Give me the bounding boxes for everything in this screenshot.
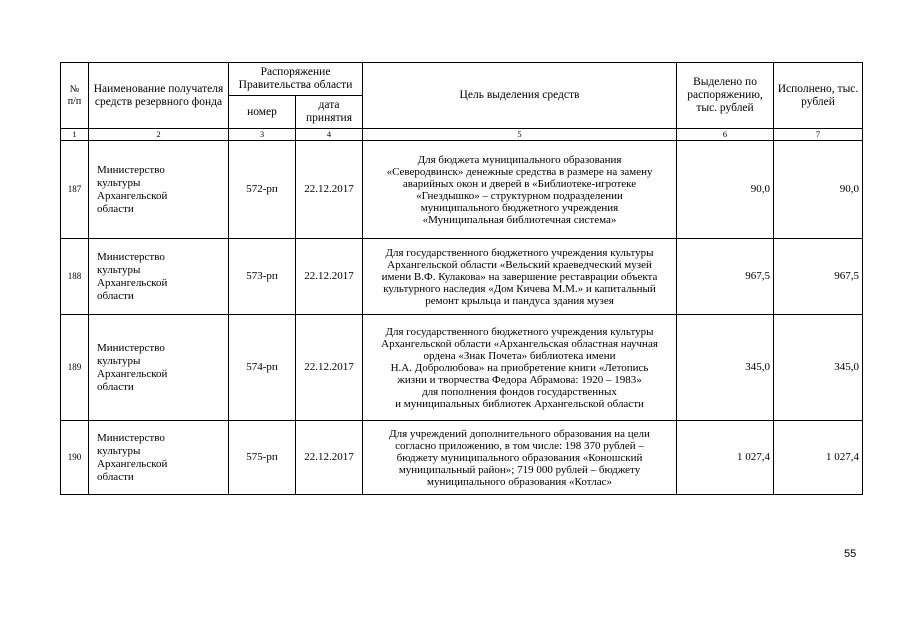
header-order-number: номер [229, 96, 296, 129]
recipient-name [89, 239, 229, 315]
recipient-name-line: Министерство [97, 431, 165, 444]
recipient-name-line: области [97, 380, 134, 393]
purpose-line: для пополнения фондов государственных [422, 385, 617, 398]
recipient-name [89, 421, 229, 495]
table-row [61, 141, 863, 239]
header-num: № п/п [61, 63, 89, 129]
purpose-line: имени В.Ф. Кулакова» на завершение реставрации объекта [381, 270, 658, 283]
purpose-line: «Муниципальная библиотечная система» [422, 213, 617, 226]
page-number: 55 [844, 548, 857, 560]
recipient-name [89, 315, 229, 421]
purpose-line: «Северодвинск» денежные средства в размере на замену [386, 165, 653, 178]
purpose-line: Архангельской области «Архангельская областная научная [381, 337, 658, 350]
recipient-name-line: области [97, 289, 134, 302]
purpose-line: аварийных окон и дверей в «Библиотеке-игротеке [402, 177, 637, 190]
column-number: 6 [677, 129, 774, 141]
executed-amount: 345,0 [774, 315, 863, 421]
table-body [61, 141, 863, 495]
purpose-line: Для бюджета муниципального образования [417, 153, 622, 166]
purpose-line: культурного наследия «Дом Кичева М.М.» и капитальный [383, 282, 656, 295]
header-purpose: Цель выделения средств [363, 63, 677, 129]
row-number: 187 [61, 141, 89, 239]
column-number: 3 [229, 129, 296, 141]
recipient-name-line: культуры [97, 444, 141, 457]
recipient-name-line: культуры [97, 176, 141, 189]
budget-report-table [60, 62, 863, 495]
recipient-name-line: области [97, 470, 134, 483]
purpose-line: «Гнездышко» – структурном подразделении [416, 189, 623, 202]
header-allocated: Выделено по распоряжению, тыс. рублей [677, 63, 774, 129]
column-number: 4 [296, 129, 363, 141]
recipient-name-line: Архангельской [97, 367, 168, 380]
purpose-line: Архангельской области «Вельский краеведческий музей [387, 258, 652, 271]
purpose-line: Для учреждений дополнительного образования на цели [389, 427, 650, 440]
recipient-name-line: Архангельской [97, 189, 168, 202]
order-number: 574-рп [229, 315, 296, 421]
order-number: 573-рп [229, 239, 296, 315]
order-date: 22.12.2017 [296, 421, 363, 495]
recipient-name-line: культуры [97, 354, 141, 367]
purpose-line: ремонт крыльца и пандуса здания музея [425, 294, 614, 307]
table-row [61, 239, 863, 315]
purpose-line: Для государственного бюджетного учреждения культуры [385, 325, 654, 338]
purpose-line: муниципального образования «Котлас» [427, 475, 612, 488]
table-row [61, 315, 863, 421]
recipient-name-line: Архангельской [97, 276, 168, 289]
column-number: 7 [774, 129, 863, 141]
table-row [61, 421, 863, 495]
purpose-text [363, 421, 677, 495]
purpose-line: бюджету муниципального образования «Коношский [396, 451, 643, 464]
order-number: 572-рп [229, 141, 296, 239]
purpose-line: муниципального бюджетного учреждения [420, 201, 619, 214]
purpose-line: согласно приложению, в том числе: 198 370 рублей – [395, 439, 644, 452]
purpose-line: и муниципальных библиотек Архангельской области [395, 397, 644, 410]
order-number: 575-рп [229, 421, 296, 495]
header-executed: Исполнено, тыс. рублей [774, 63, 863, 129]
executed-amount: 967,5 [774, 239, 863, 315]
header-order-date: дата принятия [296, 96, 363, 129]
column-number: 5 [363, 129, 677, 141]
purpose-line: ордена «Знак Почета» библиотека имени [423, 349, 616, 362]
recipient-name-line: Архангельской [97, 457, 168, 470]
row-number: 189 [61, 315, 89, 421]
order-date: 22.12.2017 [296, 315, 363, 421]
purpose-text [363, 239, 677, 315]
recipient-name-line: Министерство [97, 163, 165, 176]
executed-amount: 1 027,4 [774, 421, 863, 495]
recipient-name [89, 141, 229, 239]
purpose-line: муниципальный район»; 719 000 рублей – бюджету [398, 463, 641, 476]
column-number: 2 [89, 129, 229, 141]
purpose-line: Для государственного бюджетного учреждения культуры [385, 246, 654, 259]
order-date: 22.12.2017 [296, 141, 363, 239]
header-recipient: Наименование получателя средств резервного фонда [89, 63, 229, 129]
recipient-name-line: Министерство [97, 341, 165, 354]
allocated-amount: 345,0 [677, 315, 774, 421]
allocated-amount: 967,5 [677, 239, 774, 315]
recipient-name-line: области [97, 202, 134, 215]
column-number: 1 [61, 129, 89, 141]
purpose-text [363, 315, 677, 421]
row-number: 190 [61, 421, 89, 495]
purpose-line: Н.А. Добролюбова» на приобретение книги «Летопись [390, 361, 649, 374]
purpose-text [363, 141, 677, 239]
purpose-line: жизни и творчества Федора Абрамова: 1920 – 1983» [397, 373, 642, 386]
recipient-name-line: Министерство [97, 250, 165, 263]
allocated-amount: 1 027,4 [677, 421, 774, 495]
allocated-amount: 90,0 [677, 141, 774, 239]
executed-amount: 90,0 [774, 141, 863, 239]
header-order-group: Распоряжение Правительства области [229, 63, 363, 96]
row-number: 188 [61, 239, 89, 315]
order-date: 22.12.2017 [296, 239, 363, 315]
recipient-name-line: культуры [97, 263, 141, 276]
